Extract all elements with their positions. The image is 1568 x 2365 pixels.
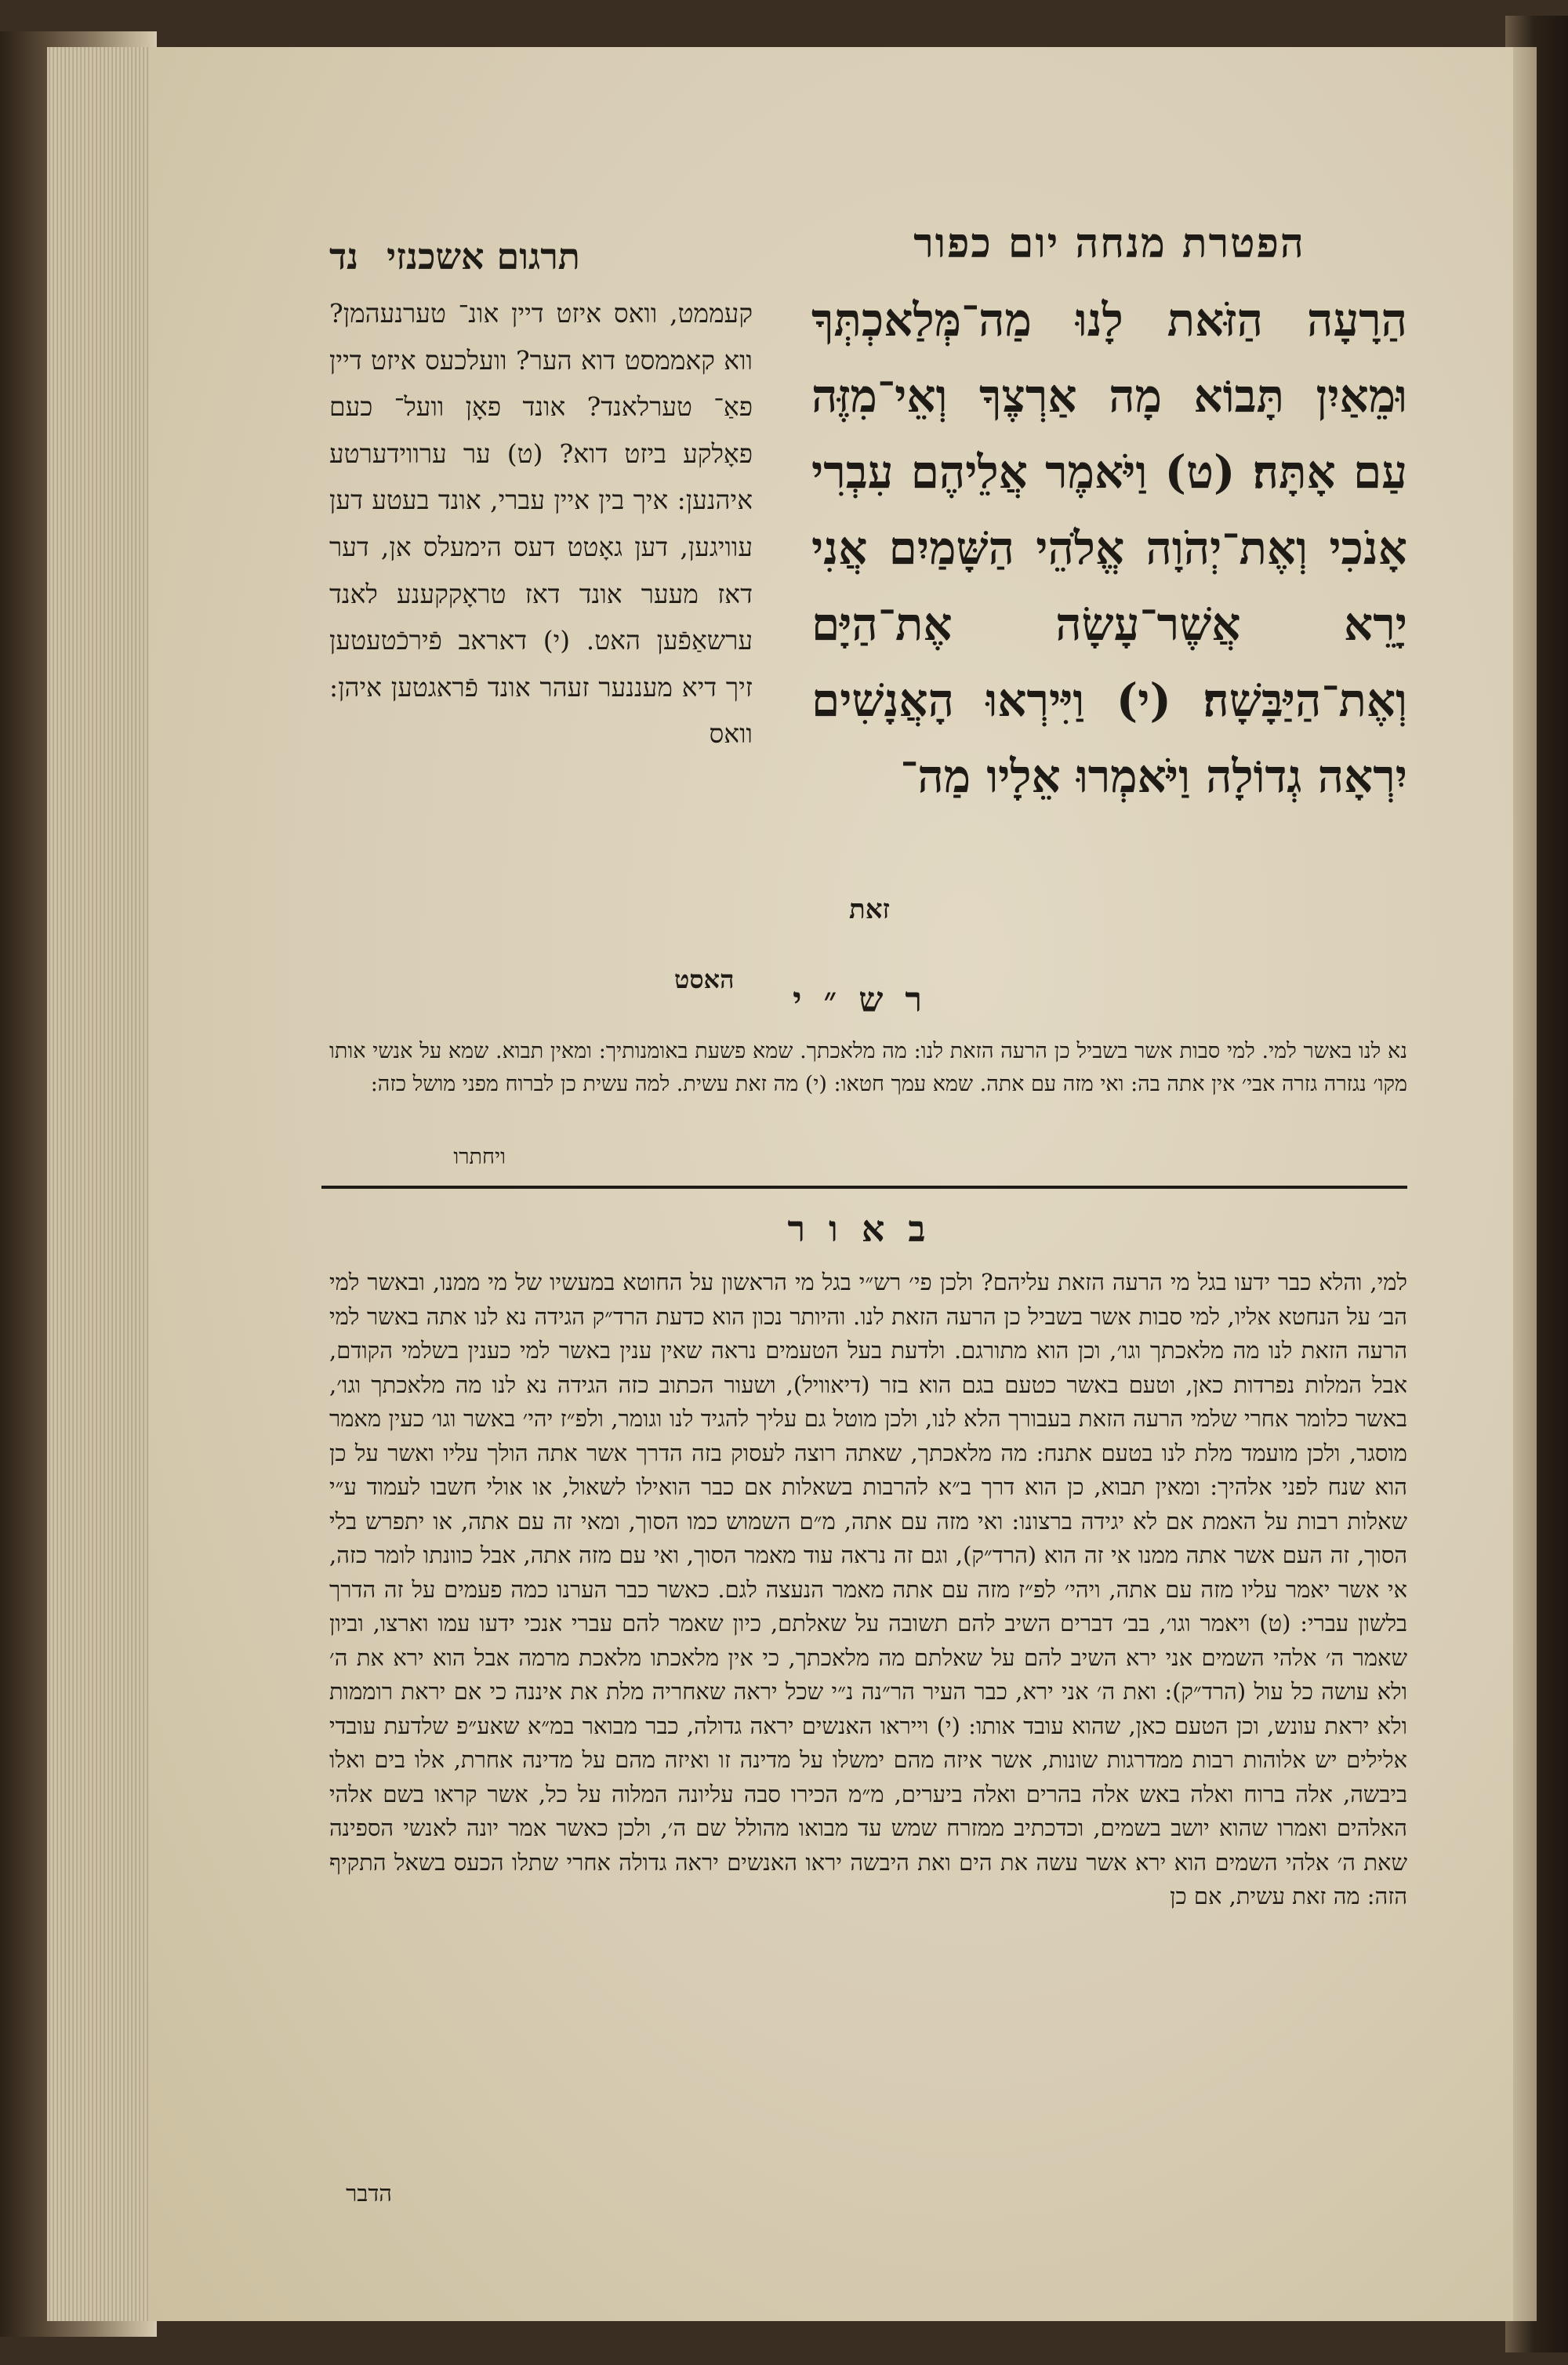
biur-commentary: למי, והלא כבר ידעו בגל מי הרעה הזאת עליהם? ולכן פי׳ רש״י בגל מי הראשון על החוטא במעשיו של מי ממנו, ובאשר למי הב׳ על הנחטא אליו, למי סבות אשר בשביל כן הרעה הזאת לנו. והיותר נכון הוא כדעת הרד״ק הגידה נא לנו אתה באשר למי הרעה הזאת לנו מה מלאכתך וגו׳, וכן הוא מתורגם. ולדעת בעל הטעמים נראה שאין ענין באשר למי כענין בשלמי הקודם, אבל המלות נפרדות כאן, וטעם באשר כטעם בגם הוא בזר (דיאוויל), ושעור הכתוב כזה הגידה נא לנו מה מלאכתך וגו׳, באשר כלומר אחרי שלמי הרעה הזאת בעבורך הלא לנו, ולכן מוטל גם עליך להגיד לנו וגומר, ולפ״ז יהי׳ באשר וגו׳ כעין מאמר מוסגר, ולכן מועמד מלת לנו בטעם אתנח: מה מלאכתך, שאתה רוצה לעסוק בזה הדרך אשר אתה הולך עליו ואשר על כן הוא שנח לפני אלהיך: ומאין תבוא, כן הוא דרך ב״א להרבות בשאלות אם כבר הואילו לשאול, או אולי חשבו לעמוד ע״י שאלות רבות על האמת אם לא יגידה ברצונו: ואי מזה עם אתה, מ״ם השמוש כמו הסוך, ומאי זה עם אתה, או יתפרש בלי הסוך, זה העם אשר אתה ממנו אי זה הוא (הרד״ק), וגם זה נראה עוד מאמר הסוך, ואי עם מזה אתה, אבל כוונתו לומר כזה, אי אשר יאמר עליו מזה עם אתה, ויהי׳ לפ״ז מזה עם אתה מאמר הנעצה לגם. כאשר כבר הערנו כמה פעמים על זה הדרך בלשון עברי: (ט) ויאמר וגו׳, בב׳ דברים השיב להם תשובה על שאלתם, כיון שאמר להם עברי אנכי ידעו עמו וארצו, וביון שאמר ה׳ אלהי השמים אני ירא השיב להם על שאלתם מה מלאכתך, כי אין מלאכתו מלאכת מרמה אבל הוא ירא את ה׳ ולא עושה כל עול (הרד״ק): ואת ה׳ אני ירא, כבר העיר הר״נה נ״י שכל יראה שאחריה מלת את איננה כי אם יראת רוממות ולא יראת עונש, וכן הטעם כאן, שהוא עובד אותו: (י) וייראו האנשים יראה גדולה, כבר מבואר במ״א שאע״פ שלדעת עובדי אלילים יש אלוהות רבות ממדרגות שונות, אשר איזה מהם ימשלו על מדינה זו ואיזה מהם על מדינה אחרת, אלו בים ואלו ביבשה, אלה ברוח ואלה באש אלה בהרים ואלה ביערים, מ״מ הכירו סבה עליונה המלוה על כל, אשר קראו בשם אלהי האלהים ואמרו שהוא יושב בשמים, וכדכתיב ממזרח שמש עד מבואו מהולל שם ה׳, ולכן כאשר אמר יונה לאנשי הספינה שאת ה׳ אלהי השמים הוא ירא אשר עשה את הים ואת היבשה יראו האנשים יראה גדולה אחרי שתלו הכעס בשאל התקיף הזה: מה זאת עשית, אם כן (329, 1269, 1407, 1909)
biur-catchword: הדבר (346, 2180, 392, 2207)
hebrew-main-text: הַרָעָה הַזֹּאת לָנוּ מַה־מְּלַאכְתְּךָ וּמֵאַיִן תָּבוֹא מָה אַרְצֶךָ וְאֵי־מִזֶּה עַם אָתָּה׃ (ט) וַיֹּאמֶר אֲלֵיהֶם עִבְרִי אָנֹכִי וְאֶת־יְהֹוָה אֱלֹהֵי הַשָּׁמַיִם אֲנִי יָרֵא אֲשֶׁר־עָשָׂה אֶת־הַיָּם וְאֶת־הַיַּבָּשָׁה׃ (י) וַיִּירְאוּ הָאֲנָשִׁים יִרְאָה גְדוֹלָה וַיֹּאמְרוּ אֵלָיו מַה־ (811, 293, 1407, 803)
biur-heading: באור (787, 1208, 949, 1250)
page-stack (47, 47, 157, 2321)
rashi-heading: רש״י (792, 980, 945, 1020)
translation-title: תרגום אשכנזי (387, 235, 580, 278)
book-page (149, 47, 1513, 2321)
haftarah-title: הפטרת מנחה יום כפור (913, 220, 1305, 267)
translation-column: קעממט, וואס איזט דיין אונ־ טערנעהמן? ווא קאממסט דוא הער? וועלכעס איזט דיין פאַ־ טערלאנד? אונד פאָן וועל־ כעם פאָלקע ביזט דוא? (ט) ער ערווידערטע איהנען: איך בין איין עברי, אונד בעטע דען עוויגען, דען גאָטט דעס הימעלס אן, דער דאז מעער אונד דאז טראָקקענע לאנד ערשאַפֿען האט. (י) דאראב פֿירכֿטעטען זיך דיא מעננער זעהר אונד פֿראגטען איהן: וואס (329, 298, 753, 750)
book-right-edge (1505, 16, 1568, 2352)
running-header-left (329, 235, 768, 278)
main-catchword: זאת (848, 894, 890, 925)
book-left-edge (0, 31, 157, 2337)
rashi-catchword: ויחתרו (453, 1145, 506, 1169)
rashi-commentary: נא לנו באשר למי. למי סבות אשר בשביל כן הרעה הזאת לנו: מה מלאכתך. שמא פשעת באומנותיך: ומאין תבוא. שמא על אנשי אותו מקו׳ נגזרה גזרה אבי׳ אין אתה בה: ואי מזה עם אתה. שמא עמך חטאו: (י) מה זאת עשית. למה עשית כן לברוח מפני מושל כזה: (329, 1039, 1407, 1096)
page-number: נד (329, 235, 359, 278)
section-divider (321, 1186, 1407, 1189)
page-content (329, 173, 1407, 2227)
translation-catchword: האסט (674, 965, 735, 994)
